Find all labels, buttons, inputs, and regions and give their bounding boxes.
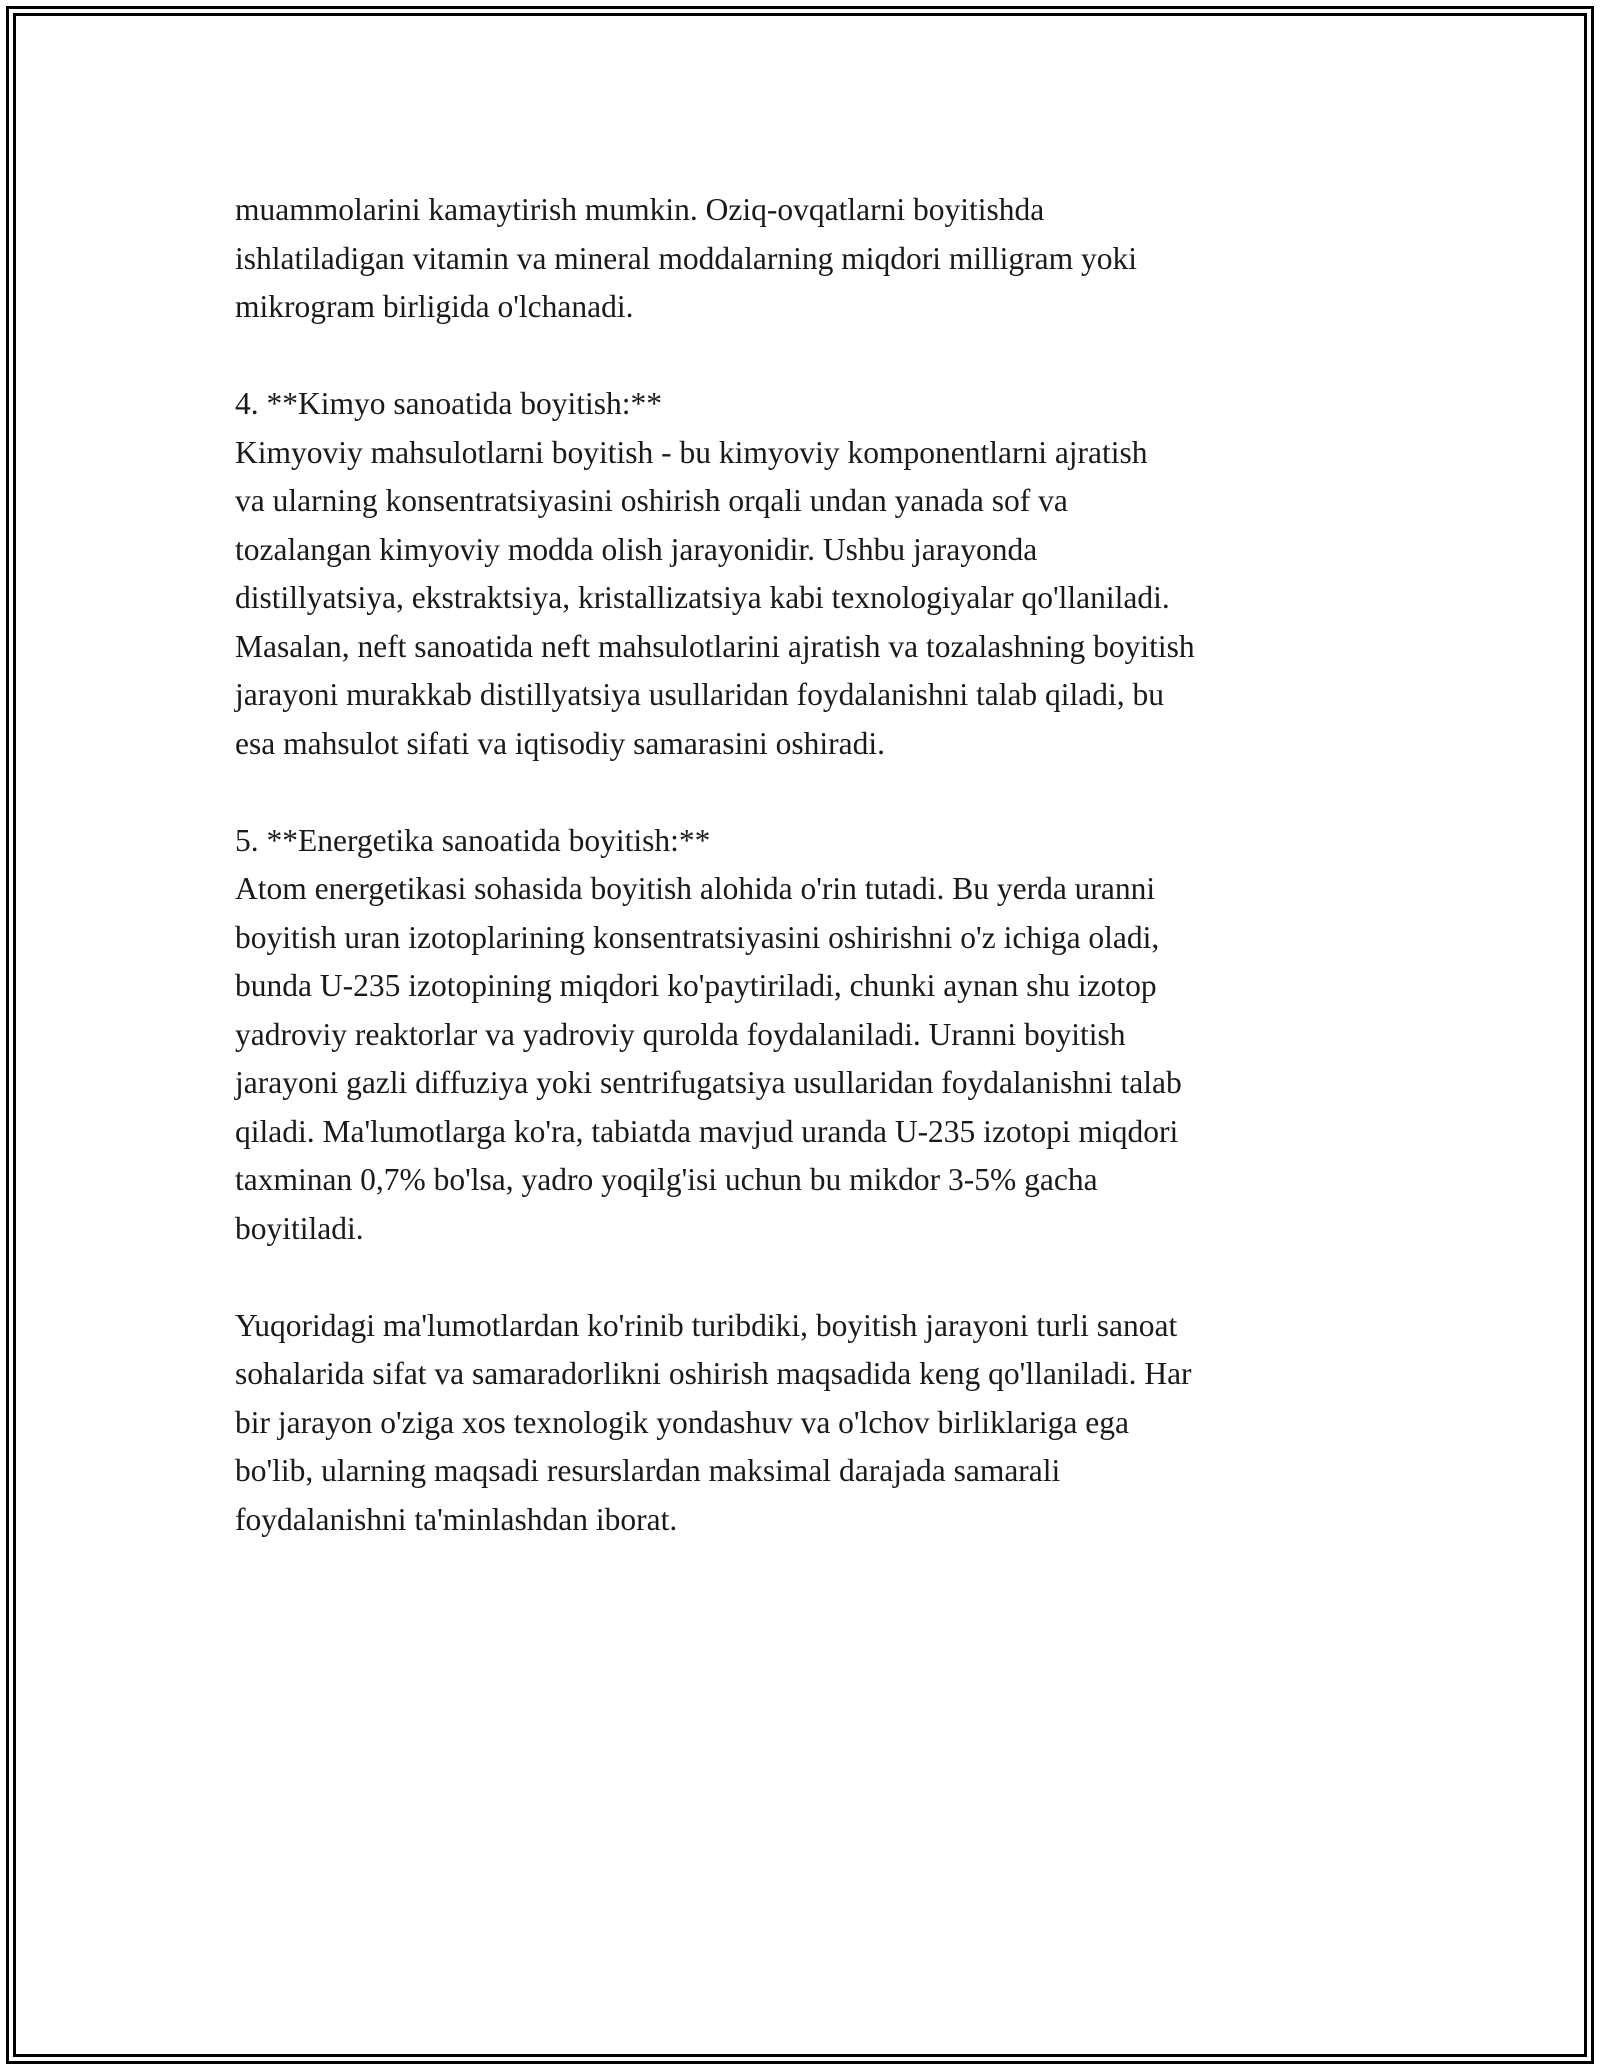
section-5-heading: 5. **Energetika sanoatida boyitish:** <box>235 822 711 858</box>
intro-paragraph: muammolarini kamaytirish mumkin. Oziq-ovqatlarni boyitishda ishlatiladigan vitamin va mineral moddalarning miqdori milligram yoki mikrogram birligida o'lchanadi. <box>235 192 1137 324</box>
section-4-body: Kimyoviy mahsulotlarni boyitish - bu kimyoviy komponentlarni ajratish va ularning konsentratsiyasini oshirish orqali undan yanada sof va tozalangan kimyoviy modda olish jarayonidir. Ushbu jarayonda distillyatsiya, ekstraktsiya, kristallizatsiya kabi texnologiyalar qo'llaniladi. Masalan, neft sanoatida neft mahsulotlarini ajratish va tozalashning boyitish jarayoni murakkab distillyatsiya usullaridan foydalanishni talab qiladi, bu esa mahsulot sifati va iqtisodiy samarasini oshiradi. <box>235 434 1195 761</box>
section-5-body: Atom energetikasi sohasida boyitish alohida o'rin tutadi. Bu yerda uranni boyitish uran izotoplarining konsentratsiyasini oshirishni o'z ichiga oladi, bunda U-235 izotopining miqdori ko'paytiriladi, chunki aynan shu izotop yadroviy reaktorlar va yadroviy qurolda foydalaniladi. Uranni boyitish jarayoni gazli diffuziya yoki sentrifugatsiya usullaridan foydalanishni talab qiladi. Ma'lumotlarga ko'ra, tabiatda mavjud uranda U-235 izotopi miqdori taxminan 0,7% bo'lsa, yadro yoqilg'isi uchun bu mikdor 3-5% gacha boyitiladi. <box>235 871 1182 1246</box>
paragraph-spacer <box>235 1253 1365 1302</box>
document-body <box>235 186 1365 1544</box>
paragraph-spacer <box>235 768 1365 817</box>
conclusion-paragraph: Yuqoridagi ma'lumotlardan ko'rinib turibdiki, boyitish jarayoni turli sanoat sohalarida sifat va samaradorlikni oshirish maqsadida keng qo'llaniladi. Har bir jarayon o'ziga xos texnologik yondashuv va o'lchov birliklariga ega bo'lib, ularning maqsadi resurslardan maksimal darajada samarali foydalanishni ta'minlashdan iborat. <box>235 1307 1192 1537</box>
paragraph-spacer <box>235 332 1365 381</box>
section-4-heading: 4. **Kimyo sanoatida boyitish:** <box>235 386 662 421</box>
